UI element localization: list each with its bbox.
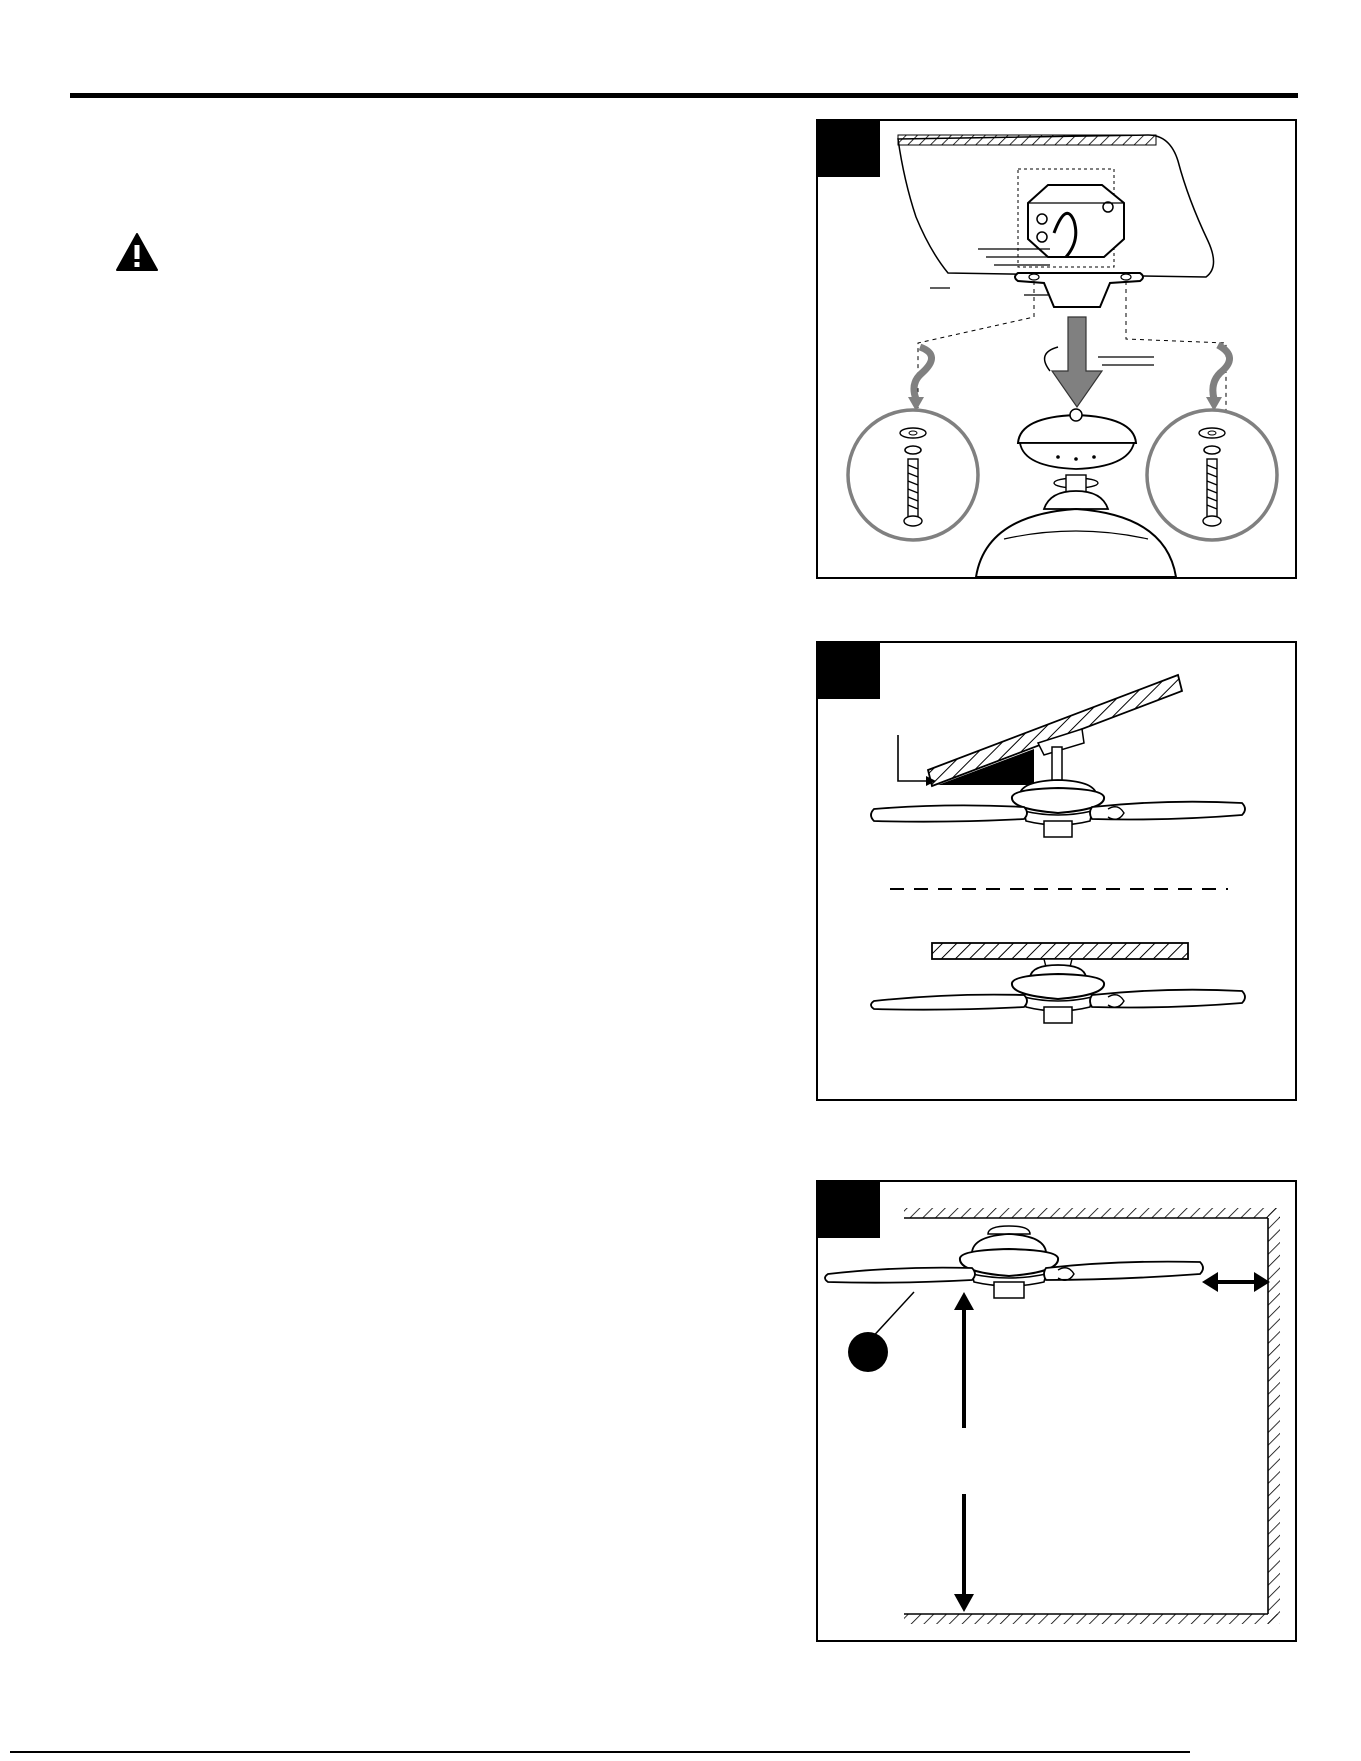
mounting-diagram-panel [816, 119, 1297, 579]
alignment-line-left [918, 281, 1034, 421]
curved-arrow-right [1213, 345, 1230, 399]
top-rule [70, 93, 1298, 98]
fan-blade-right [1044, 1262, 1203, 1280]
fan-housing [976, 509, 1176, 577]
clearance-panel [816, 1180, 1297, 1642]
fan-body-bottom [1012, 974, 1104, 999]
ceiling-hatch [898, 135, 1156, 145]
panel-number-badge [818, 121, 880, 177]
mounting-diagram [818, 121, 1295, 577]
clearance-diagram [818, 1182, 1295, 1640]
fan-blade-left [825, 1268, 975, 1283]
ceiling-angle-diagram [818, 643, 1295, 1099]
junction-box [1028, 185, 1124, 257]
callout-circle [848, 1332, 888, 1372]
panel-number-badge [818, 1182, 880, 1238]
panel-number-badge [818, 643, 880, 699]
floor [904, 1614, 1280, 1624]
angle-indicator [898, 735, 928, 781]
down-arrow [1052, 317, 1102, 407]
fan-blade-right [1090, 802, 1245, 820]
fan-blade-left [871, 805, 1027, 821]
bottom-rule [10, 1751, 1190, 1753]
ceiling [904, 1208, 1280, 1218]
flat-ceiling [932, 943, 1188, 959]
ceiling-angle-panel [816, 641, 1297, 1101]
wall [1268, 1208, 1280, 1624]
curved-arrow-left [914, 347, 932, 399]
warning-icon [115, 232, 159, 272]
